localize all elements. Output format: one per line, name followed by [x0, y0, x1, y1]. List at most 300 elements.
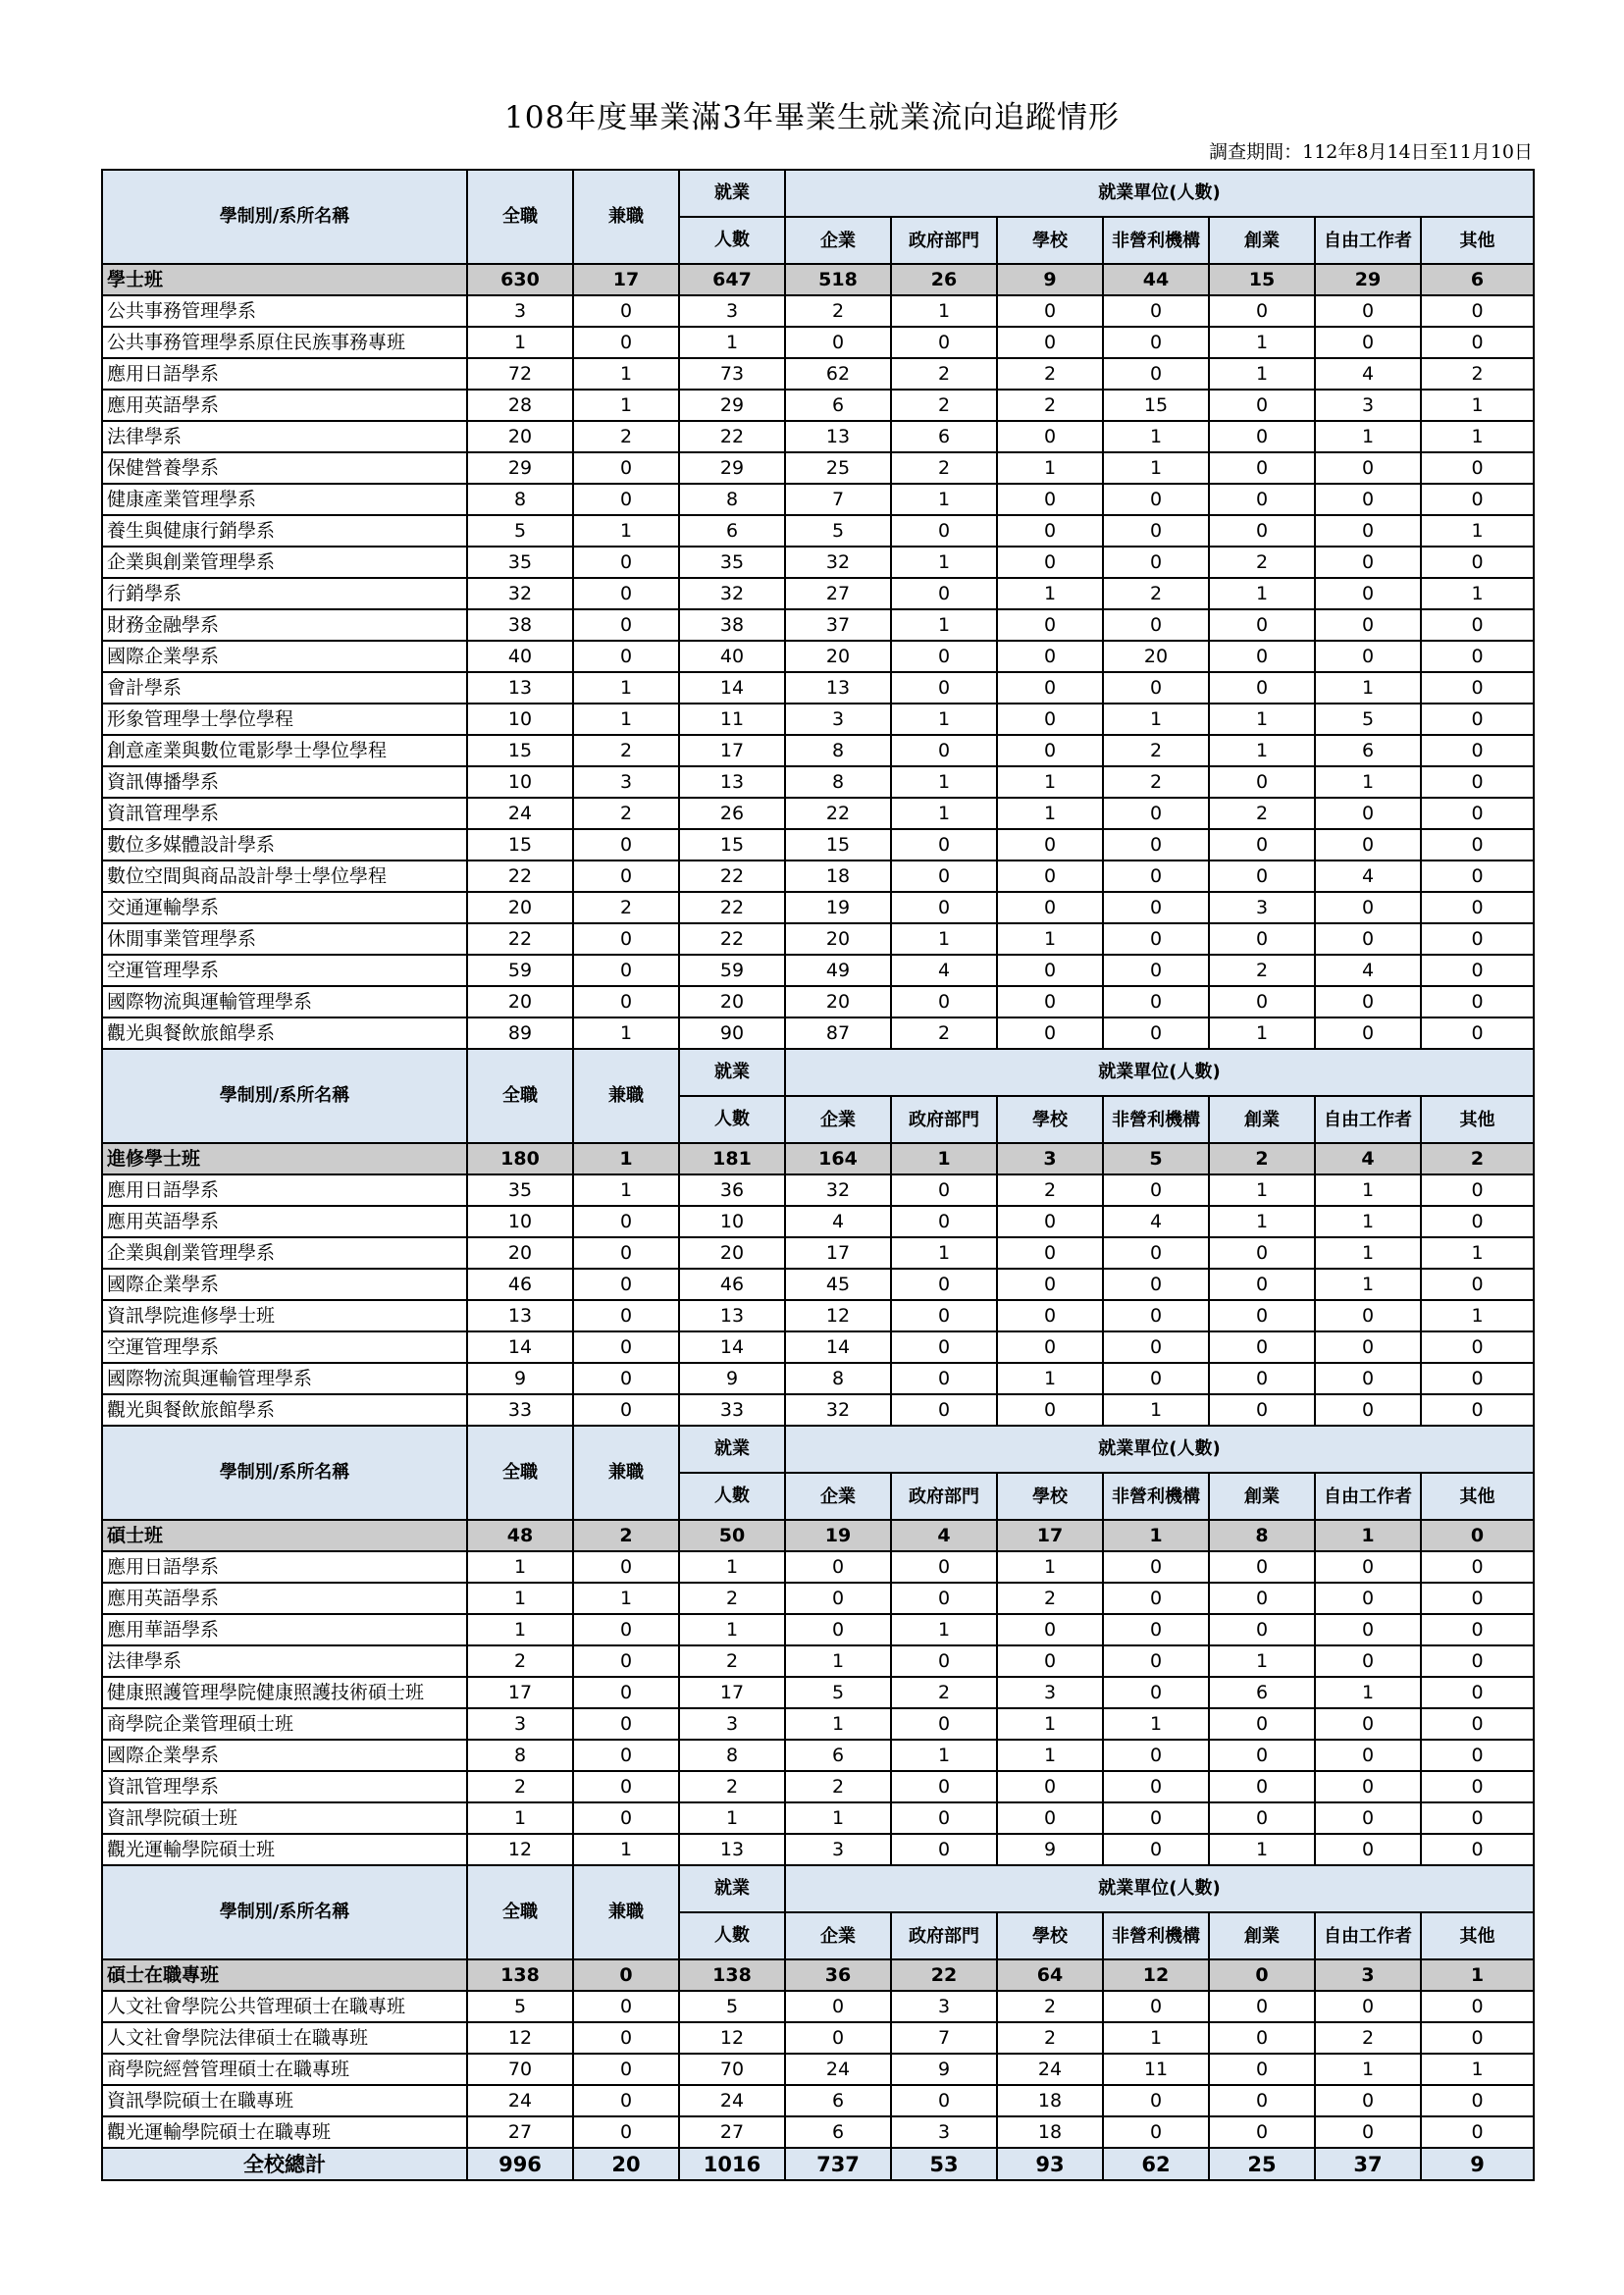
row-value: 1: [1315, 1677, 1421, 1708]
row-value: 22: [679, 923, 785, 955]
row-name: 人文社會學院法律碩士在職專班: [102, 2022, 467, 2054]
row-value: 38: [467, 609, 573, 641]
row-value: 0: [997, 1802, 1103, 1834]
row-value: 3: [679, 1708, 785, 1740]
row-value: 7: [891, 2022, 997, 2054]
row-value: 2: [997, 1991, 1103, 2022]
row-value: 5: [467, 1991, 573, 2022]
row-value: 0: [997, 1237, 1103, 1269]
row-value: 0: [1421, 766, 1534, 798]
row-value: 1: [997, 798, 1103, 829]
grand-total-value: 37: [1315, 2148, 1421, 2180]
row-value: 1: [1315, 1206, 1421, 1237]
row-value: 0: [1103, 1677, 1209, 1708]
row-value: 9: [679, 1363, 785, 1394]
survey-period: 調查期間：112年8月14日至11月10日: [1209, 141, 1533, 163]
row-value: 0: [1421, 609, 1534, 641]
row-value: 0: [1209, 829, 1315, 861]
row-value: 0: [1315, 923, 1421, 955]
table-row: [102, 295, 1534, 327]
header-col-2: 學校: [997, 1912, 1103, 1959]
row-value: 0: [1421, 1645, 1534, 1677]
row-value: 1: [1209, 1174, 1315, 1206]
section-total-row: [102, 1959, 1534, 1991]
table-row: [102, 2054, 1534, 2085]
row-value: 1: [1209, 1017, 1315, 1049]
row-value: 0: [997, 1394, 1103, 1426]
page-title: 108年度畢業滿3年畢業生就業流向追蹤情形: [504, 100, 1120, 135]
row-value: 13: [679, 1834, 785, 1865]
row-value: 27: [467, 2116, 573, 2148]
row-value: 13: [467, 1300, 573, 1331]
row-value: 6: [1209, 1677, 1315, 1708]
row-value: 0: [997, 986, 1103, 1017]
row-value: 0: [997, 547, 1103, 578]
row-value: 4: [891, 955, 997, 986]
row-value: 0: [1209, 1802, 1315, 1834]
row-value: 0: [1209, 1771, 1315, 1802]
header-col-6: 其他: [1421, 1473, 1534, 1520]
row-value: 0: [997, 1331, 1103, 1363]
table-row: [102, 1300, 1534, 1331]
row-value: 0: [1209, 1237, 1315, 1269]
row-value: 0: [1421, 923, 1534, 955]
row-value: 2: [997, 2022, 1103, 2054]
row-value: 6: [1315, 735, 1421, 766]
row-value: 1: [891, 484, 997, 515]
row-value: 4: [1315, 1143, 1421, 1174]
header-part-time: 兼職: [573, 1865, 679, 1959]
row-value: 0: [1421, 547, 1534, 578]
row-value: 1: [891, 923, 997, 955]
row-value: 46: [467, 1269, 573, 1300]
row-value: 0: [1421, 295, 1534, 327]
header-part-time: 兼職: [573, 1049, 679, 1143]
row-value: 0: [1421, 1834, 1534, 1865]
header-name: 學制別/系所名稱: [102, 1865, 467, 1959]
table-row: [102, 766, 1534, 798]
row-value: 0: [1103, 358, 1209, 390]
header-col-5: 自由工作者: [1315, 217, 1421, 264]
table-row: [102, 609, 1534, 641]
header-employer-units: 就業單位(人數): [785, 1049, 1534, 1096]
row-value: 0: [1421, 1740, 1534, 1771]
table-row: [102, 1708, 1534, 1740]
row-name: 企業與創業管理學系: [102, 1237, 467, 1269]
row-value: 0: [1103, 515, 1209, 547]
row-value: 0: [1421, 986, 1534, 1017]
table-row: [102, 2085, 1534, 2116]
row-value: 24: [467, 2085, 573, 2116]
row-value: 1: [997, 1551, 1103, 1583]
row-value: 3: [1209, 892, 1315, 923]
row-value: 17: [679, 1677, 785, 1708]
row-value: 1: [573, 358, 679, 390]
row-name: 健康產業管理學系: [102, 484, 467, 515]
row-value: 0: [997, 735, 1103, 766]
row-name: 觀光運輸學院碩士在職專班: [102, 2116, 467, 2148]
row-value: 0: [1421, 1394, 1534, 1426]
row-value: 2: [573, 892, 679, 923]
row-value: 10: [679, 1206, 785, 1237]
row-value: 22: [467, 861, 573, 892]
row-value: 2: [785, 295, 891, 327]
row-value: 32: [467, 578, 573, 609]
row-value: 2: [1315, 2022, 1421, 2054]
header-employer-units: 就業單位(人數): [785, 1426, 1534, 1473]
row-value: 6: [785, 390, 891, 421]
row-value: 0: [573, 1677, 679, 1708]
header-row-top: [102, 1049, 1534, 1096]
row-value: 0: [1421, 1771, 1534, 1802]
header-part-time: 兼職: [573, 1426, 679, 1520]
row-value: 0: [1421, 1583, 1534, 1614]
row-value: 0: [573, 452, 679, 484]
row-value: 12: [467, 2022, 573, 2054]
employment-table: [101, 169, 1535, 2181]
row-value: 1: [467, 1614, 573, 1645]
row-value: 1: [1421, 421, 1534, 452]
grand-total-value: 93: [997, 2148, 1103, 2180]
row-value: 0: [1209, 1583, 1315, 1614]
row-value: 33: [679, 1394, 785, 1426]
row-value: 0: [1209, 1708, 1315, 1740]
row-value: 0: [1209, 766, 1315, 798]
header-col-3: 非營利機構: [1103, 1096, 1209, 1143]
row-value: 0: [1103, 1331, 1209, 1363]
row-value: 28: [467, 390, 573, 421]
row-value: 0: [1103, 861, 1209, 892]
row-value: 0: [1421, 1991, 1534, 2022]
row-value: 1: [891, 295, 997, 327]
row-name: 公共事務管理學系: [102, 295, 467, 327]
row-value: 73: [679, 358, 785, 390]
header-col-1: 政府部門: [891, 1912, 997, 1959]
row-value: 1: [997, 578, 1103, 609]
table-row: [102, 547, 1534, 578]
row-value: 1: [785, 1645, 891, 1677]
row-value: 15: [679, 829, 785, 861]
row-value: 0: [1103, 1269, 1209, 1300]
row-name: 應用日語學系: [102, 1174, 467, 1206]
row-value: 0: [1315, 1363, 1421, 1394]
row-value: 1: [891, 766, 997, 798]
row-value: 0: [891, 578, 997, 609]
row-value: 14: [785, 1331, 891, 1363]
header-col-6: 其他: [1421, 1096, 1534, 1143]
row-value: 18: [997, 2085, 1103, 2116]
row-value: 18: [785, 861, 891, 892]
row-value: 0: [573, 1959, 679, 1991]
row-value: 0: [573, 1802, 679, 1834]
row-value: 0: [573, 1708, 679, 1740]
table-row: [102, 798, 1534, 829]
header-full-time: 全職: [467, 1865, 573, 1959]
row-value: 0: [891, 1834, 997, 1865]
row-name: 資訊管理學系: [102, 1771, 467, 1802]
row-value: 22: [679, 421, 785, 452]
row-value: 1: [1209, 327, 1315, 358]
row-value: 26: [679, 798, 785, 829]
row-value: 0: [1209, 1331, 1315, 1363]
table-row: [102, 515, 1534, 547]
row-value: 13: [785, 672, 891, 704]
row-value: 0: [1315, 1991, 1421, 2022]
row-value: 20: [785, 923, 891, 955]
row-value: 4: [891, 1520, 997, 1551]
row-value: 1: [1315, 421, 1421, 452]
row-value: 40: [679, 641, 785, 672]
row-value: 2: [1209, 955, 1315, 986]
row-value: 0: [891, 829, 997, 861]
row-value: 3: [997, 1677, 1103, 1708]
row-value: 0: [891, 327, 997, 358]
row-value: 0: [573, 1394, 679, 1426]
row-value: 22: [891, 1959, 997, 1991]
row-value: 17: [573, 264, 679, 295]
row-value: 3: [785, 1834, 891, 1865]
header-col-0: 企業: [785, 1473, 891, 1520]
table-row: [102, 390, 1534, 421]
header-col-1: 政府部門: [891, 1473, 997, 1520]
row-value: 33: [467, 1394, 573, 1426]
row-value: 6: [1421, 264, 1534, 295]
row-value: 0: [997, 484, 1103, 515]
row-value: 1: [1421, 515, 1534, 547]
row-value: 26: [891, 264, 997, 295]
row-value: 0: [1209, 1269, 1315, 1300]
row-value: 11: [679, 704, 785, 735]
row-value: 36: [785, 1959, 891, 1991]
row-name: 人文社會學院公共管理碩士在職專班: [102, 1991, 467, 2022]
row-value: 2: [1103, 735, 1209, 766]
row-value: 0: [997, 641, 1103, 672]
row-value: 630: [467, 264, 573, 295]
row-value: 29: [679, 452, 785, 484]
row-value: 164: [785, 1143, 891, 1174]
row-value: 37: [785, 609, 891, 641]
row-value: 2: [997, 1583, 1103, 1614]
row-value: 9: [891, 2054, 997, 2085]
row-value: 89: [467, 1017, 573, 1049]
table-row: [102, 986, 1534, 1017]
table-row: [102, 1991, 1534, 2022]
header-employed-top: 就業: [679, 1426, 785, 1473]
row-name: 空運管理學系: [102, 955, 467, 986]
row-name: 國際物流與運輸管理學系: [102, 986, 467, 1017]
row-name: 交通運輸學系: [102, 892, 467, 923]
row-value: 0: [573, 2085, 679, 2116]
row-value: 2: [997, 390, 1103, 421]
row-value: 1: [1315, 766, 1421, 798]
row-name: 法律學系: [102, 421, 467, 452]
row-value: 0: [573, 295, 679, 327]
header-col-5: 自由工作者: [1315, 1912, 1421, 1959]
row-value: 1: [1209, 1206, 1315, 1237]
row-value: 0: [1421, 735, 1534, 766]
table-row: [102, 1771, 1534, 1802]
row-value: 1: [467, 1551, 573, 1583]
row-value: 22: [785, 798, 891, 829]
table-row: [102, 1269, 1534, 1300]
row-value: 2: [785, 1771, 891, 1802]
row-value: 72: [467, 358, 573, 390]
row-value: 0: [997, 829, 1103, 861]
row-value: 11: [1103, 2054, 1209, 2085]
header-name: 學制別/系所名稱: [102, 1049, 467, 1143]
row-value: 0: [1315, 1017, 1421, 1049]
row-value: 2: [1103, 578, 1209, 609]
row-value: 1: [1103, 452, 1209, 484]
row-value: 0: [1421, 798, 1534, 829]
header-col-3: 非營利機構: [1103, 1912, 1209, 1959]
row-value: 1: [1315, 1237, 1421, 1269]
row-value: 0: [1315, 327, 1421, 358]
row-value: 0: [785, 1991, 891, 2022]
header-col-6: 其他: [1421, 1912, 1534, 1959]
row-value: 0: [1421, 452, 1534, 484]
row-value: 1: [467, 1802, 573, 1834]
row-value: 1: [891, 1143, 997, 1174]
row-value: 0: [1315, 1583, 1421, 1614]
row-value: 1: [1315, 1174, 1421, 1206]
row-value: 1: [1315, 672, 1421, 704]
row-value: 1: [997, 452, 1103, 484]
row-value: 13: [679, 766, 785, 798]
row-value: 1: [997, 1740, 1103, 1771]
row-value: 2: [997, 358, 1103, 390]
row-name: 商學院企業管理碩士班: [102, 1708, 467, 1740]
table-row: [102, 1740, 1534, 1771]
row-value: 1: [573, 672, 679, 704]
row-value: 3: [679, 295, 785, 327]
row-value: 0: [1315, 1645, 1421, 1677]
row-value: 45: [785, 1269, 891, 1300]
row-value: 0: [997, 515, 1103, 547]
row-value: 4: [1315, 861, 1421, 892]
row-value: 20: [785, 986, 891, 1017]
row-value: 22: [679, 892, 785, 923]
row-name: 應用英語學系: [102, 1583, 467, 1614]
row-value: 0: [1315, 1802, 1421, 1834]
row-value: 0: [1315, 295, 1421, 327]
row-value: 0: [1421, 1331, 1534, 1363]
row-value: 1: [679, 1614, 785, 1645]
header-employed-bottom: 人數: [679, 217, 785, 264]
row-value: 1: [1209, 735, 1315, 766]
row-value: 0: [1315, 892, 1421, 923]
row-name: 觀光與餐飲旅館學系: [102, 1394, 467, 1426]
row-value: 0: [1209, 1363, 1315, 1394]
header-col-0: 企業: [785, 1912, 891, 1959]
header-employed-bottom: 人數: [679, 1096, 785, 1143]
row-value: 2: [1103, 766, 1209, 798]
row-value: 0: [997, 1300, 1103, 1331]
row-value: 0: [573, 1206, 679, 1237]
row-value: 0: [1315, 1771, 1421, 1802]
header-col-5: 自由工作者: [1315, 1473, 1421, 1520]
header-row-top: [102, 1426, 1534, 1473]
row-value: 64: [997, 1959, 1103, 1991]
row-value: 22: [679, 861, 785, 892]
row-value: 7: [785, 484, 891, 515]
row-value: 1: [1315, 2054, 1421, 2085]
row-value: 44: [1103, 264, 1209, 295]
row-name: 觀光與餐飲旅館學系: [102, 1017, 467, 1049]
row-value: 1: [1421, 1300, 1534, 1331]
row-value: 5: [679, 1991, 785, 2022]
header-row-top: [102, 170, 1534, 217]
row-value: 8: [1209, 1520, 1315, 1551]
row-value: 0: [1103, 1802, 1209, 1834]
table-row: [102, 358, 1534, 390]
row-value: 8: [679, 1740, 785, 1771]
row-value: 1: [1209, 1834, 1315, 1865]
row-value: 2: [573, 735, 679, 766]
row-value: 0: [891, 1708, 997, 1740]
row-value: 32: [679, 578, 785, 609]
row-value: 0: [1103, 1740, 1209, 1771]
row-value: 0: [573, 1300, 679, 1331]
row-value: 0: [891, 1802, 997, 1834]
row-value: 0: [1103, 327, 1209, 358]
row-value: 0: [1103, 986, 1209, 1017]
row-value: 0: [1421, 1269, 1534, 1300]
row-value: 0: [1209, 923, 1315, 955]
row-value: 4: [785, 1206, 891, 1237]
row-value: 20: [679, 1237, 785, 1269]
table-row: [102, 421, 1534, 452]
row-value: 0: [1315, 609, 1421, 641]
row-value: 0: [997, 672, 1103, 704]
row-value: 0: [1315, 1331, 1421, 1363]
row-value: 0: [1421, 2116, 1534, 2148]
row-value: 0: [891, 1363, 997, 1394]
row-value: 1: [891, 1237, 997, 1269]
row-value: 0: [997, 861, 1103, 892]
grand-total-value: 53: [891, 2148, 997, 2180]
header-employed-top: 就業: [679, 1865, 785, 1912]
row-value: 0: [1421, 1206, 1534, 1237]
header-col-4: 創業: [1209, 217, 1315, 264]
row-value: 0: [997, 609, 1103, 641]
row-name: 創意產業與數位電影學士學位學程: [102, 735, 467, 766]
table-row: [102, 641, 1534, 672]
row-value: 0: [891, 986, 997, 1017]
row-value: 0: [1209, 295, 1315, 327]
row-value: 0: [997, 955, 1103, 986]
row-value: 0: [891, 892, 997, 923]
table-row: [102, 2116, 1534, 2148]
row-value: 0: [573, 861, 679, 892]
row-value: 35: [679, 547, 785, 578]
row-value: 19: [785, 1520, 891, 1551]
row-value: 0: [891, 735, 997, 766]
row-value: 1: [467, 327, 573, 358]
row-name: 資訊管理學系: [102, 798, 467, 829]
row-value: 0: [573, 1237, 679, 1269]
row-value: 1: [891, 547, 997, 578]
row-name: 休閒事業管理學系: [102, 923, 467, 955]
row-value: 0: [573, 1269, 679, 1300]
header-col-2: 學校: [997, 1096, 1103, 1143]
row-value: 1: [891, 1614, 997, 1645]
row-name: 進修學士班: [102, 1143, 467, 1174]
row-value: 0: [1315, 1551, 1421, 1583]
row-value: 1: [785, 1802, 891, 1834]
row-value: 40: [467, 641, 573, 672]
row-name: 資訊學院碩士班: [102, 1802, 467, 1834]
